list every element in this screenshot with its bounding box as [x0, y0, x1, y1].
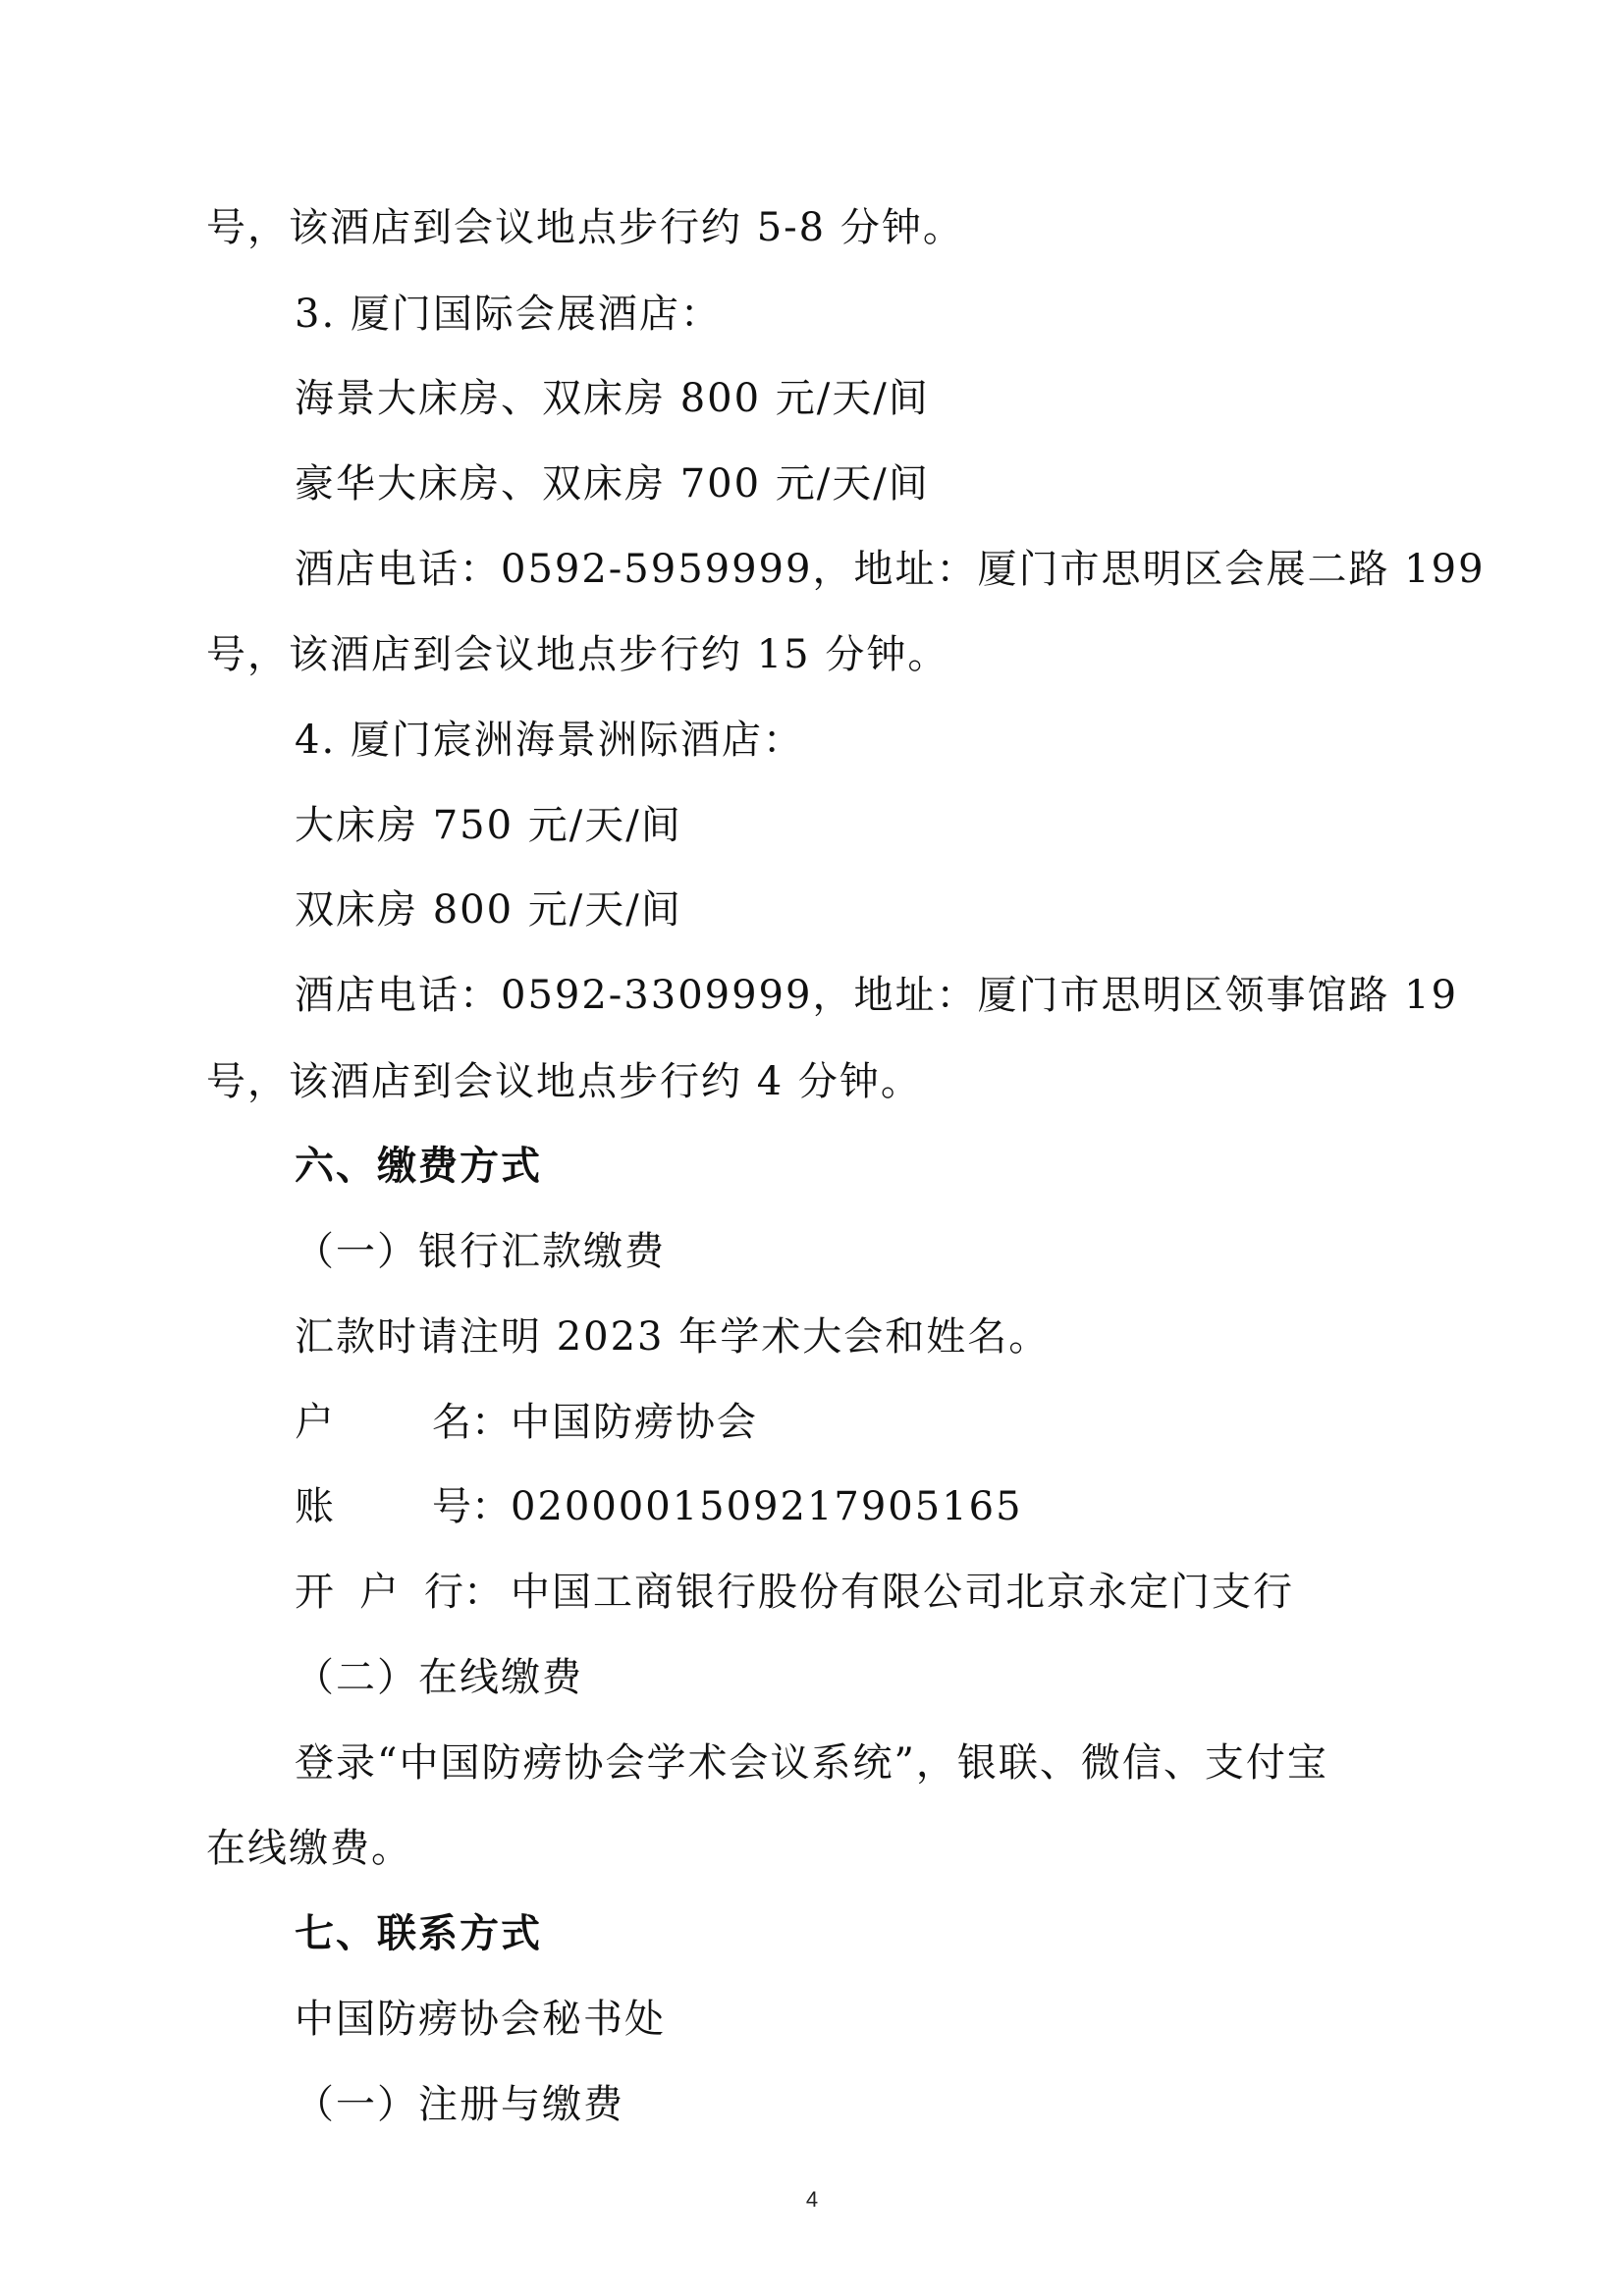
section6-sub2-text: （二）在线缴费	[295, 1655, 583, 1700]
hotel3-contact: 酒店电话：0592-5959999，地址：厦门市思明区会展二路 199	[295, 547, 1486, 592]
account-bank-row	[295, 1567, 1294, 1618]
section6-sub1-heading: （一）银行汇款缴费	[295, 1229, 666, 1274]
account-bank-value: 中国工商银行股份有限公司北京永定门支行	[511, 1570, 1294, 1615]
hotel3-room-rate-1: 海景大床房、双床房 800 元/天/间	[295, 376, 930, 421]
account-bank-label-2: 户	[359, 1570, 399, 1615]
section6-sub2-heading	[295, 1652, 583, 1703]
hotel4-title: 4. 厦门宸洲海景洲际酒店：	[295, 718, 804, 763]
hotel3-title: 3. 厦门国际会展酒店：	[295, 292, 722, 337]
hotel4-room-rate-2: 双床房 800 元/天/间	[295, 887, 682, 933]
account-name-row	[295, 1397, 758, 1448]
account-name-label-1: 户	[295, 1400, 334, 1445]
hotel4-room-rate-1: 大床房 750 元/天/间	[295, 803, 682, 848]
section6-heading: 六、缴费方式	[295, 1144, 542, 1189]
hotel3-walk-time: 号，该酒店到会议地点步行约 15 分钟。	[206, 632, 949, 677]
account-number-value: 0200001509217905165	[511, 1484, 1023, 1529]
account-number-row	[295, 1481, 1023, 1532]
account-number-label-1: 账	[295, 1484, 334, 1529]
online-payment-line-2: 在线缴费。	[206, 1826, 412, 1871]
account-bank-label-3: 行：	[424, 1570, 503, 1615]
hotel2-walk-time: 号，该酒店到会议地点步行约 5-8 分钟。	[206, 205, 964, 250]
account-bank-label-1: 开	[295, 1570, 334, 1615]
account-name-value: 中国防痨协会	[511, 1400, 758, 1445]
hotel3-room-rate-2: 豪华大床房、双床房 700 元/天/间	[295, 461, 930, 507]
section7-sub1-heading: （一）注册与缴费	[295, 2082, 624, 2127]
secretariat-name: 中国防痨协会秘书处	[295, 1997, 666, 2042]
hotel4-walk-time: 号，该酒店到会议地点步行约 4 分钟。	[206, 1059, 922, 1104]
account-number-label-2: 号：	[432, 1484, 511, 1529]
online-payment-line-1: 登录“中国防痨协会学术会议系统”，银联、微信、支付宝	[295, 1740, 1328, 1786]
account-name-label-2: 名：	[432, 1400, 511, 1445]
section7-heading: 七、联系方式	[295, 1911, 542, 1956]
hotel4-contact: 酒店电话：0592-3309999，地址：厦门市思明区领事馆路 19	[295, 973, 1459, 1018]
remittance-note: 汇款时请注明 2023 年学术大会和姓名。	[295, 1314, 1051, 1360]
page-number: 4	[805, 2187, 819, 2212]
